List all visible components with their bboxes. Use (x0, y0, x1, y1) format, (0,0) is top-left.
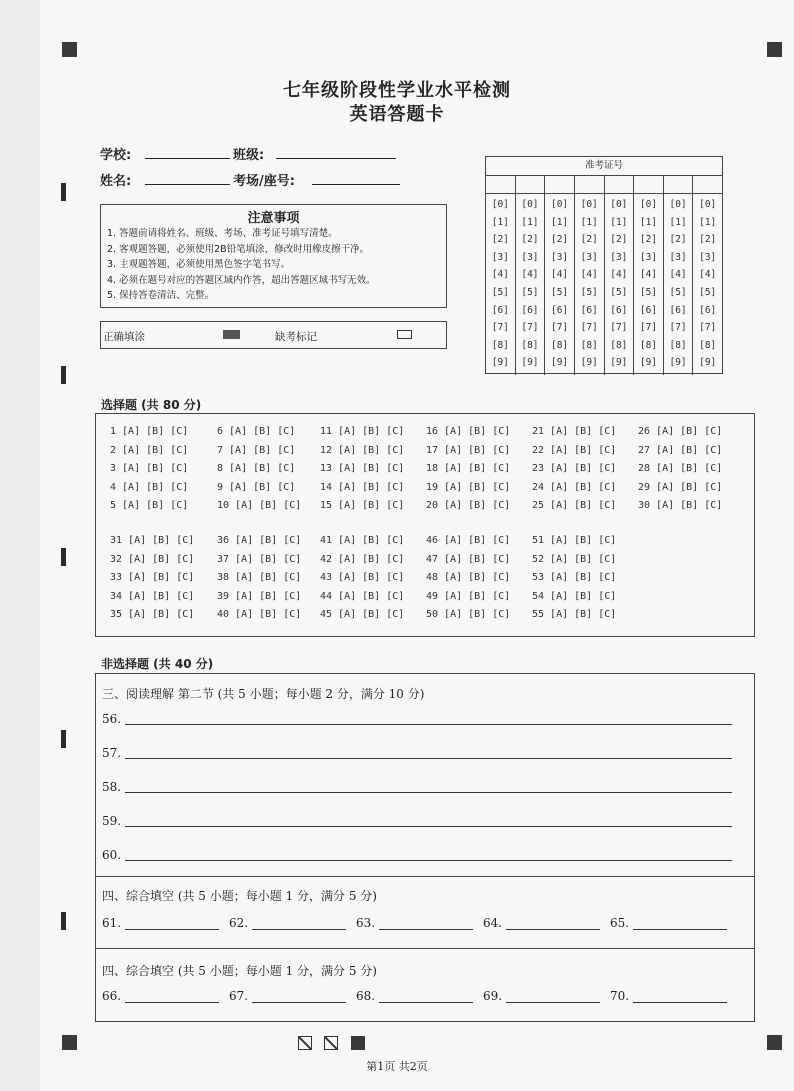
choice-question[interactable]: 13 [A] [B] [C] (320, 463, 405, 474)
notice-item: 2. 客观题答题，必须使用2B铅笔填涂，修改时用橡皮擦干净。 (107, 243, 370, 255)
choice-question[interactable]: 8 [A] [B] [C] (217, 463, 296, 474)
choice-question[interactable]: 9 [A] [B] [C] (217, 481, 296, 493)
digit-bubble[interactable]: [7] (699, 322, 717, 334)
choice-question[interactable]: 5 [A] [B] [C] (110, 500, 189, 511)
choice-question[interactable]: 24 [A] [B] [C] (532, 481, 617, 493)
name-label: 姓名: (100, 174, 132, 189)
choice-question[interactable]: 26 [A] [B] [C] (638, 426, 723, 437)
choice-question[interactable]: 34 [A] [B] [C] (110, 590, 195, 602)
digit-bubble[interactable]: [9] (550, 357, 569, 369)
corner-mark-bottom-left (62, 1035, 77, 1050)
choice-question[interactable]: 3 [A] [B] [C] (110, 463, 189, 474)
question-number: 67. (229, 989, 249, 1003)
digit-bubble[interactable]: [5] (699, 286, 717, 298)
corner-mark-top-left (62, 42, 77, 57)
digit-bubble[interactable]: [0] (550, 199, 569, 210)
question-number: 66. (102, 989, 122, 1003)
digit-bubble[interactable]: [8] (699, 339, 717, 351)
digit-bubble[interactable]: [0] (491, 199, 509, 210)
question-number: 64. (483, 916, 503, 930)
page-id-mark (298, 1036, 312, 1050)
exam-title: 七年级阶段性学业水平检测 (283, 80, 511, 101)
digit-bubble[interactable]: [8] (639, 339, 658, 351)
digit-bubble[interactable]: [7] (550, 322, 569, 334)
choice-question[interactable]: 19 [A] [B] [C] (426, 481, 511, 493)
digit-bubble[interactable]: [3] (639, 251, 658, 263)
choice-question[interactable]: 46 [A] [B] [C] (426, 535, 511, 546)
page-number: 第1页 共2页 (366, 1060, 428, 1073)
scan-edge (0, 0, 40, 1091)
choice-question[interactable]: 14 [A] [B] [C] (320, 481, 405, 493)
admission-digit-column (664, 194, 694, 375)
digit-bubble[interactable]: [5] (491, 286, 509, 298)
answer-line-69[interactable] (506, 1001, 600, 1003)
digit-bubble[interactable]: [4] (610, 269, 628, 281)
digit-bubble[interactable]: [4] (639, 269, 658, 281)
admission-cell[interactable] (486, 176, 516, 193)
choice-question[interactable]: 38 [A] [B] [C] (217, 572, 302, 583)
choice-question[interactable]: 2 [A] [B] [C] (110, 444, 189, 456)
answer-line-70[interactable] (633, 1001, 727, 1003)
choice-question[interactable]: 54 [A] [B] [C] (532, 590, 617, 602)
digit-bubble[interactable]: [1] (491, 216, 509, 228)
digit-bubble[interactable]: [6] (639, 304, 658, 316)
digit-bubble[interactable]: [4] (491, 269, 509, 281)
digit-bubble[interactable]: [5] (610, 286, 628, 298)
digit-bubble[interactable]: [1] (521, 216, 539, 228)
digit-bubble[interactable]: [3] (610, 251, 628, 263)
choice-question[interactable]: 20 [A] [B] [C] (426, 500, 511, 511)
choice-question[interactable]: 29 [A] [B] [C] (638, 481, 723, 493)
section4a-title: 四、综合填空 (共 5 小题；每小题 1 分，满分 5 分) (102, 889, 377, 903)
digit-bubble[interactable]: [1] (639, 216, 658, 228)
digit-bubble[interactable]: [0] (699, 199, 717, 210)
digit-bubble[interactable]: [8] (580, 339, 598, 351)
notice-title: 注意事项 (247, 211, 300, 226)
choice-question[interactable]: 15 [A] [B] [C] (320, 500, 405, 511)
choice-question[interactable]: 6 [A] [B] [C] (217, 426, 296, 437)
choice-question[interactable]: 43 [A] [B] [C] (320, 572, 405, 583)
page-id-mark (324, 1036, 338, 1050)
question-number: 65. (610, 916, 630, 930)
digit-bubble[interactable]: [9] (491, 357, 509, 369)
digit-bubble[interactable]: [8] (491, 339, 509, 351)
answer-line-64[interactable] (506, 928, 600, 930)
digit-bubble[interactable]: [4] (521, 269, 539, 281)
choice-question[interactable]: 1 [A] [B] [C] (110, 426, 189, 437)
choice-question[interactable]: 4 [A] [B] [C] (110, 481, 189, 493)
admission-digit-column (605, 194, 635, 375)
question-number: 59. (102, 814, 122, 828)
answer-line-65[interactable] (633, 928, 727, 930)
digit-bubble[interactable]: [0] (580, 199, 598, 210)
digit-bubble[interactable]: [3] (669, 251, 687, 263)
question-number: 68. (356, 989, 376, 1003)
answer-line-62[interactable] (252, 928, 346, 930)
choice-question[interactable]: 41 [A] [B] [C] (320, 535, 405, 546)
page-id-mark (351, 1036, 365, 1050)
admission-cell[interactable] (575, 176, 605, 193)
digit-bubble[interactable]: [3] (491, 251, 509, 263)
digit-bubble[interactable]: [0] (610, 199, 628, 210)
school-field[interactable] (145, 144, 230, 159)
name-field[interactable] (145, 170, 230, 185)
digit-bubble[interactable]: [2] (491, 234, 509, 246)
admission-digit-column (486, 194, 516, 375)
side-mark (61, 912, 66, 930)
question-number: 70. (610, 989, 630, 1003)
choice-question[interactable]: 28 [A] [B] [C] (638, 463, 723, 474)
answer-line-61[interactable] (125, 928, 219, 930)
answer-line-67[interactable] (252, 1001, 346, 1003)
digit-bubble[interactable]: [4] (699, 269, 717, 281)
digit-bubble[interactable]: [8] (550, 339, 569, 351)
digit-bubble[interactable]: [8] (610, 339, 628, 351)
digit-bubble[interactable]: [9] (699, 357, 717, 369)
digit-bubble[interactable]: [5] (639, 286, 658, 298)
choice-title: 选择题 (共 80 分) (101, 398, 202, 412)
admission-cell[interactable] (664, 176, 694, 193)
digit-bubble[interactable]: [4] (580, 269, 598, 281)
admission-number-grid (485, 156, 723, 374)
choice-question[interactable]: 42 [A] [B] [C] (320, 553, 405, 565)
digit-bubble[interactable]: [4] (550, 269, 569, 281)
choice-question[interactable]: 21 [A] [B] [C] (532, 426, 617, 437)
choice-question[interactable]: 44 [A] [B] [C] (320, 590, 405, 602)
choice-question[interactable]: 49 [A] [B] [C] (426, 590, 511, 602)
question-number: 57. (102, 746, 122, 760)
choice-question[interactable]: 18 [A] [B] [C] (426, 463, 511, 474)
digit-bubble[interactable]: [2] (699, 234, 717, 246)
digit-bubble[interactable]: [7] (639, 322, 658, 334)
digit-bubble[interactable]: [6] (521, 304, 539, 316)
answer-line-60[interactable] (125, 859, 732, 861)
admission-bubble-columns (486, 194, 722, 375)
choice-question[interactable]: 52 [A] [B] [C] (532, 553, 617, 565)
class-field[interactable] (276, 144, 396, 159)
choice-question[interactable]: 27 [A] [B] [C] (638, 444, 723, 456)
digit-bubble[interactable]: [8] (669, 339, 687, 351)
digit-bubble[interactable]: [6] (669, 304, 687, 316)
notice-item: 3. 主观题答题，必须使用黑色签字笔书写。 (107, 259, 291, 270)
digit-bubble[interactable]: [5] (521, 286, 539, 298)
digit-bubble[interactable]: [1] (580, 216, 598, 228)
digit-bubble[interactable]: [4] (669, 269, 687, 281)
choice-question[interactable]: 55 [A] [B] [C] (532, 609, 617, 620)
digit-bubble[interactable]: [0] (639, 199, 658, 210)
digit-bubble[interactable]: [1] (550, 216, 569, 228)
notice-item: 1. 答题前请将姓名、班级、考场、准考证号填写清楚。 (107, 228, 338, 239)
question-number: 62. (229, 916, 249, 930)
side-mark (61, 548, 66, 566)
admission-digit-column (516, 194, 546, 375)
digit-bubble[interactable]: [7] (580, 322, 598, 334)
choice-question[interactable]: 33 [A] [B] [C] (110, 572, 195, 583)
choice-question[interactable]: 36 [A] [B] [C] (217, 535, 302, 546)
notice-box (100, 204, 447, 308)
absent-checkbox[interactable] (397, 330, 412, 339)
digit-bubble[interactable]: [1] (699, 216, 717, 228)
choice-question[interactable]: 23 [A] [B] [C] (532, 463, 617, 474)
admission-digit-column (693, 194, 722, 375)
notice-item: 4. 必须在题号对应的答题区域内作答，超出答题区域书写无效。 (107, 274, 376, 286)
admission-cell[interactable] (516, 176, 546, 193)
choice-question[interactable]: 53 [A] [B] [C] (532, 572, 617, 583)
digit-bubble[interactable]: [9] (639, 357, 658, 369)
side-mark (61, 730, 66, 748)
answer-line-68[interactable] (379, 1001, 473, 1003)
school-label: 学校: (100, 148, 132, 163)
admission-cell[interactable] (693, 176, 722, 193)
choice-question[interactable]: 17 [A] [B] [C] (426, 444, 511, 456)
answer-line-59[interactable] (125, 825, 732, 827)
nonchoice-title: 非选择题 (共 40 分) (101, 657, 214, 671)
side-mark (61, 366, 66, 384)
choice-question[interactable]: 35 [A] [B] [C] (110, 609, 195, 620)
section4b-title: 四、综合填空 (共 5 小题；每小题 1 分，满分 5 分) (102, 964, 377, 978)
choice-answer-box (95, 413, 755, 637)
digit-bubble[interactable]: [3] (699, 251, 717, 263)
choice-question[interactable]: 31 [A] [B] [C] (110, 535, 195, 546)
digit-bubble[interactable]: [9] (580, 357, 598, 369)
digit-bubble[interactable]: [7] (521, 322, 539, 334)
admission-digit-column (575, 194, 605, 375)
digit-bubble[interactable]: [5] (669, 286, 687, 298)
question-number: 63. (356, 916, 376, 930)
digit-bubble[interactable]: [7] (610, 322, 628, 334)
digit-bubble[interactable]: [7] (491, 322, 509, 334)
answer-line-56[interactable] (125, 723, 732, 725)
question-number: 69. (483, 989, 503, 1003)
choice-question[interactable]: 32 [A] [B] [C] (110, 553, 195, 565)
choice-question[interactable]: 11 [A] [B] [C] (320, 426, 405, 437)
corner-mark-bottom-right (767, 1035, 782, 1050)
digit-bubble[interactable]: [5] (580, 286, 598, 298)
digit-bubble[interactable]: [7] (669, 322, 687, 334)
choice-question[interactable]: 45 [A] [B] [C] (320, 609, 405, 620)
digit-bubble[interactable]: [6] (699, 304, 717, 316)
notice-item: 5. 保持答卷清洁、完整。 (107, 290, 215, 301)
section-divider (96, 876, 754, 877)
question-number: 58. (102, 780, 122, 794)
choice-question[interactable]: 10 [A] [B] [C] (217, 500, 302, 511)
choice-question[interactable]: 12 [A] [B] [C] (320, 444, 405, 456)
digit-bubble[interactable]: [8] (521, 339, 539, 351)
digit-bubble[interactable]: [3] (580, 251, 598, 263)
admission-write-cells (486, 176, 722, 194)
choice-question[interactable]: 37 [A] [B] [C] (217, 553, 302, 565)
digit-bubble[interactable]: [1] (610, 216, 628, 228)
digit-bubble[interactable]: [9] (521, 357, 539, 369)
digit-bubble[interactable]: [2] (669, 234, 687, 246)
choice-question[interactable]: 40 [A] [B] [C] (217, 609, 302, 620)
digit-bubble[interactable]: [2] (639, 234, 658, 246)
answer-line-58[interactable] (125, 791, 732, 793)
digit-bubble[interactable]: [9] (610, 357, 628, 369)
answer-line-63[interactable] (379, 928, 473, 930)
admission-cell[interactable] (634, 176, 664, 193)
class-label: 班级: (233, 148, 265, 163)
admission-digit-column (545, 194, 575, 375)
digit-bubble[interactable]: [2] (521, 234, 539, 246)
choice-question[interactable]: 25 [A] [B] [C] (532, 500, 617, 511)
question-number: 61. (102, 916, 122, 930)
admission-cell[interactable] (545, 176, 575, 193)
choice-question[interactable]: 48 [A] [B] [C] (426, 572, 511, 583)
room-seat-field[interactable] (312, 170, 400, 185)
corner-mark-top-right (767, 42, 782, 57)
digit-bubble[interactable]: [6] (610, 304, 628, 316)
correct-fill-label: 正确填涂 (103, 331, 145, 343)
digit-bubble[interactable]: [0] (521, 199, 539, 210)
digit-bubble[interactable]: [0] (669, 199, 687, 210)
digit-bubble[interactable]: [6] (491, 304, 509, 316)
correct-fill-sample (223, 330, 240, 339)
digit-bubble[interactable]: [2] (580, 234, 598, 246)
choice-question[interactable]: 50 [A] [B] [C] (426, 609, 511, 620)
digit-bubble[interactable]: [1] (669, 216, 687, 228)
digit-bubble[interactable]: [6] (550, 304, 569, 316)
section-divider (96, 948, 754, 949)
admission-cell[interactable] (605, 176, 635, 193)
admission-title: 准考证号 (486, 157, 722, 176)
absent-label: 缺考标记 (275, 331, 317, 343)
answer-line-57[interactable] (125, 757, 732, 759)
room-seat-label: 考场/座号: (233, 174, 295, 189)
choice-question[interactable]: 30 [A] [B] [C] (638, 500, 723, 511)
nonchoice-answer-box (95, 673, 755, 1022)
section3-title: 三、阅读理解 第二节 (共 5 小题；每小题 2 分，满分 10 分) (102, 687, 425, 701)
digit-bubble[interactable]: [3] (550, 251, 569, 263)
choice-question[interactable]: 16 [A] [B] [C] (426, 426, 511, 437)
question-number: 60. (102, 848, 122, 862)
choice-question[interactable]: 51 [A] [B] [C] (532, 535, 617, 546)
question-number: 56. (102, 712, 122, 726)
digit-bubble[interactable]: [5] (550, 286, 569, 298)
admission-digit-column (634, 194, 664, 375)
fill-legend (100, 321, 447, 349)
choice-question[interactable]: 47 [A] [B] [C] (426, 553, 511, 565)
choice-question[interactable]: 7 [A] [B] [C] (217, 444, 296, 456)
digit-bubble[interactable]: [2] (550, 234, 569, 246)
side-mark (61, 183, 66, 201)
answer-line-66[interactable] (125, 1001, 219, 1003)
digit-bubble[interactable]: [2] (610, 234, 628, 246)
choice-question[interactable]: 22 [A] [B] [C] (532, 444, 617, 456)
digit-bubble[interactable]: [9] (669, 357, 687, 369)
choice-question[interactable]: 39 [A] [B] [C] (217, 590, 302, 602)
sheet-title: 英语答题卡 (349, 104, 445, 125)
digit-bubble[interactable]: [3] (521, 251, 539, 263)
digit-bubble[interactable]: [6] (580, 304, 598, 316)
